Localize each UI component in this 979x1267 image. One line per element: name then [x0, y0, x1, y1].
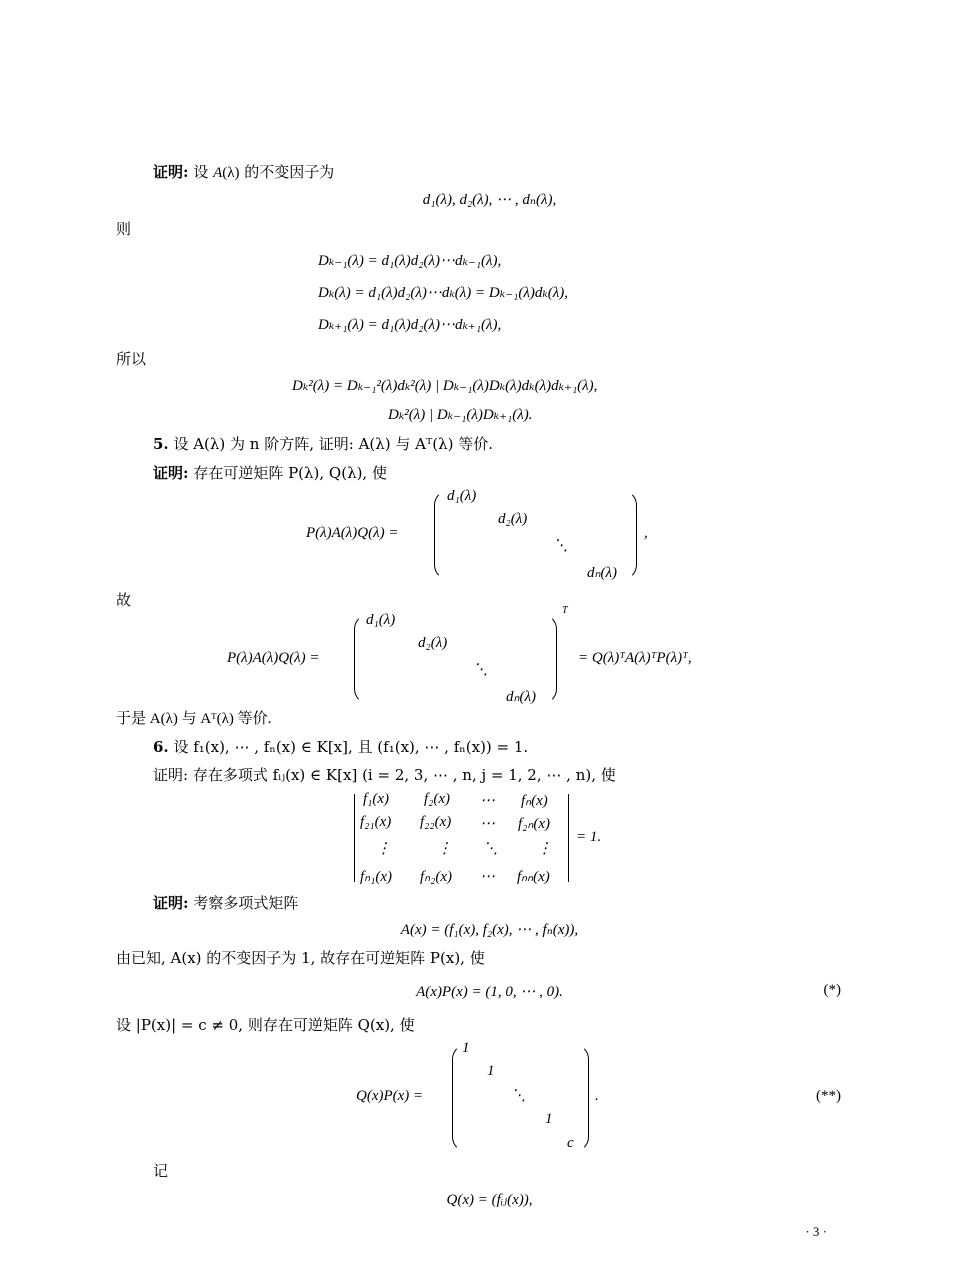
equation-square-2: Dₖ²(λ) | Dₖ₋₁(λ)Dₖ₊₁(λ). [388, 407, 533, 423]
equation-square-1: Dₖ²(λ) = Dₖ₋₁²(λ)dₖ²(λ) | Dₖ₋₁(λ)Dₖ(λ)dₖ(λ)dₖ₊₁(λ), [292, 378, 598, 394]
text-note: 记 [153, 1162, 169, 1180]
problem-text: 设 f₁(x), ⋯ , fₙ(x) ∈ K[x], 且 (f₁(x), ⋯ , fₙ(x)) = 1. [168, 738, 529, 756]
equation-Q: Q(x) = (fᵢⱼ(x)), [446, 1192, 533, 1208]
matrix-entry: ⋱ [473, 662, 488, 678]
equation-tag: (*) [823, 982, 841, 998]
text-so: 所以 [116, 350, 147, 368]
problem-number: 6. [153, 738, 169, 756]
det-entry: ⋯ [480, 816, 495, 832]
equation-tag: (**) [816, 1088, 841, 1104]
det-entry: ⋮ [376, 841, 391, 857]
matrix-entry: 1 [545, 1111, 553, 1127]
det-entry: ⋯ [480, 793, 495, 809]
right-paren [622, 490, 637, 580]
det-entry: ⋯ [480, 869, 495, 885]
matrix-entry: d₂(λ) [418, 635, 448, 651]
matrix-entry: ⋱ [553, 538, 568, 554]
equation-Ax: A(x) = (f₁(x), f₂(x), ⋯ , fₙ(x)), [400, 922, 579, 938]
det-entry: f₂(x) [424, 791, 451, 807]
equation-dk: Dₖ(λ) = d₁(λ)d₂(λ)⋯dₖ(λ) = Dₖ₋₁(λ)dₖ(λ), [318, 285, 569, 301]
equation-dk-minus: Dₖ₋₁(λ) = d₁(λ)d₂(λ)⋯dₖ₋₁(λ), [318, 253, 502, 269]
text-det-P: 设 |P(x)| = c ≠ 0, 则存在可逆矩阵 Q(x), 使 [116, 1016, 415, 1034]
problem-number: 5. [153, 435, 169, 453]
matrix-entry: d₁(λ) [366, 612, 396, 628]
det-entry: ⋮ [537, 841, 552, 857]
matrix-entry: ⋱ [511, 1088, 526, 1104]
det-entry: fₙ₂(x) [420, 869, 453, 885]
det-entry: fₙ₁(x) [360, 869, 393, 885]
det-entry: f₂₂(x) [420, 814, 452, 830]
text-then: 则 [116, 220, 132, 238]
right-bar [568, 794, 569, 882]
page: 证明: 设 A(λ) 的不变因子为 d₁(λ), d₂(λ), ⋯ , dₙ(λ), 则 Dₖ₋₁(λ) = d₁(λ)d₂(λ)⋯dₖ₋₁(λ), Dₖ(λ) = d₁(λ)d₂(λ)⋯dₖ(λ) = Dₖ₋₁(λ)dₖ(λ), Dₖ₊₁(λ) = d₁(λ)d₂(λ)⋯dₖ₊₁(λ), 所以 Dₖ²(λ) = Dₖ₋₁²(λ)dₖ²(λ) | Dₖ₋₁(λ)Dₖ(λ)dₖ(λ)dₖ₊₁(λ), Dₖ²(λ) | Dₖ₋₁(λ)Dₖ₊₁(λ). 5. 设 A(λ) 为 n 阶方阵, 证明: A(λ) 与 Aᵀ(λ) 等价. 证明: 存在可逆矩阵 P(λ), Q(λ), 使 P(λ)A(λ)Q(λ) = d₁(λ) d₂(λ) ⋱ dₙ(λ) , 故 P(λ)A(λ)Q(λ) = d₁(λ) d₂(λ) ⋱ dₙ(λ) T = Q(λ)ᵀA(λ)ᵀP(λ)ᵀ, 于是 A(λ) 与 Aᵀ(λ) 等价. 6. 设 f₁(x), ⋯ , fₙ(x) ∈ K[x], 且 (f₁(x), ⋯ , fₙ(x)) = 1. 证明: 存在多项式 fᵢⱼ(x) ∈ K[x] (i = 2, 3, ⋯ , n, j = 1, 2, ⋯ , n), 使 f₁(x) f₂(x) ⋯ fₙ(x) f₂₁(x) f₂₂(x) ⋯ f₂ₙ(x) ⋮ ⋮ ⋱ ⋮ fₙ₁(x) fₙ₂(x) ⋯ fₙₙ(x) = 1. 证明: 考察多项式矩阵 A(x) = (f₁(x), f₂(x), ⋯ , fₙ(x)), 由已知, A(x) 的不变因子为 1, 故存在可逆矩阵 P(x), 使 A(x)P(x) = (1, 0, ⋯ , 0). (*) 设 |P(x)| = c ≠ 0, 则存在可逆矩阵 Q(x), 使 Q(x)P(x) = 1 1 ⋱ 1 c . (**) 记 Q(x) = (fᵢⱼ(x)), · 3 · [0, 0, 979, 1267]
det-entry: fₙ(x) [521, 793, 548, 809]
text-known: 由已知, A(x) 的不变因子为 1, 故存在可逆矩阵 P(x), 使 [116, 949, 485, 967]
page-number: · 3 · [805, 1224, 827, 1239]
right-paren [542, 614, 557, 704]
proof-intro: 证明: 设 A(λ) 的不变因子为 [153, 163, 335, 181]
matrix-entry: dₙ(λ) [587, 565, 617, 581]
proof-label: 证明: [153, 464, 189, 482]
problem-6 [153, 737, 528, 757]
matrix-entry: dₙ(λ) [506, 689, 536, 705]
det-entry: fₙₙ(x) [517, 869, 550, 885]
matrix-entry: d₁(λ) [447, 488, 477, 504]
proof-5: 证明: 存在可逆矩阵 P(λ), Q(λ), 使 [153, 464, 387, 482]
det-entry: f₂ₙ(x) [518, 816, 551, 832]
claim-6: 证明: 存在多项式 fᵢⱼ(x) ∈ K[x] (i = 2, 3, ⋯ , n, j = 1, 2, ⋯ , n), 使 [153, 766, 616, 784]
conclusion-5: 于是 A(λ) 与 Aᵀ(λ) 等价. [116, 711, 272, 727]
left-paren [452, 1044, 467, 1152]
matrix-entry: d₂(λ) [498, 511, 528, 527]
det-rhs: = 1. [576, 829, 602, 845]
problem-5 [153, 434, 493, 454]
det-entry: f₂₁(x) [360, 814, 392, 830]
text-therefore: 故 [116, 591, 132, 609]
transpose-superscript: T [562, 605, 568, 616]
equation-dk-plus: Dₖ₊₁(λ) = d₁(λ)d₂(λ)⋯dₖ₊₁(λ), [318, 317, 502, 333]
matrix-lhs: P(λ)A(λ)Q(λ) = [306, 525, 399, 541]
det-entry: ⋱ [483, 841, 498, 857]
matrix-rhs: = Q(λ)ᵀA(λ)ᵀP(λ)ᵀ, [578, 650, 692, 666]
proof-label: 证明: [153, 894, 189, 912]
matrix-entry: c [567, 1135, 574, 1151]
left-bar [354, 794, 355, 882]
problem-text: 设 A(λ) 为 n 阶方阵, 证明: A(λ) 与 Aᵀ(λ) 等价. [168, 435, 494, 453]
matrix-entry: 1 [487, 1063, 495, 1079]
proof-label: 证明: [153, 163, 189, 181]
equation-invariant-factors: d₁(λ), d₂(λ), ⋯ , dₙ(λ), [422, 192, 557, 208]
matrix-lhs: P(λ)A(λ)Q(λ) = [227, 650, 320, 666]
equation-AP: A(x)P(x) = (1, 0, ⋯ , 0). [416, 984, 563, 1000]
proof-6: 证明: 考察多项式矩阵 [153, 894, 299, 912]
det-entry: ⋮ [437, 841, 452, 857]
right-paren [574, 1044, 589, 1152]
matrix-lhs: Q(x)P(x) = [356, 1088, 424, 1104]
det-entry: f₁(x) [363, 791, 390, 807]
matrix-entry: 1 [462, 1040, 470, 1056]
